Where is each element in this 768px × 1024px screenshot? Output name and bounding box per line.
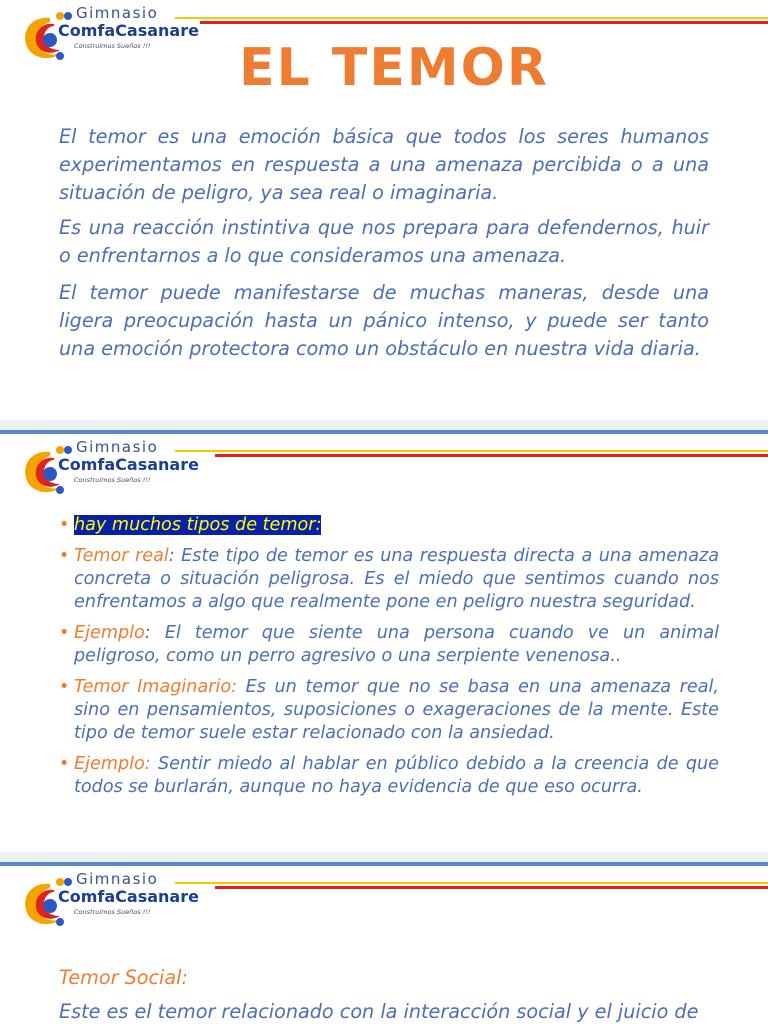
header-stripe-red [215, 886, 768, 889]
paragraph-1: El temor es una emoción básica que todos los seres humanos experimentamos en respuesta a una amenaza percibida o a una situación de peligro, ya sea real o imaginaria. [59, 125, 709, 204]
slide-gap-2 [0, 852, 768, 862]
bullet-text: : El temor que siente una persona cuando ve un animal peligroso, como un perro agresivo o una serpiente venenosa.. [74, 623, 719, 666]
slide-gap-1 [0, 420, 768, 430]
bullet-dot: • [59, 677, 70, 697]
slide-top-bar [0, 862, 768, 866]
bullet-highlight: hay muchos tipos de temor: [74, 515, 322, 535]
logo-slogan: Construimos Sueños !!! [74, 476, 151, 484]
logo-slogan: Construimos Sueños !!! [74, 42, 151, 50]
school-logo [20, 872, 220, 932]
section-heading: Temor Social: [59, 966, 188, 989]
logo-line-1: Gimnasio [76, 438, 159, 456]
bullet-label: Ejemplo [74, 623, 145, 643]
slide-1 [0, 0, 768, 420]
bullet-dot: • [59, 623, 70, 643]
bullet-list [59, 514, 719, 807]
bullet-item [59, 676, 719, 745]
bullet-label: Ejemplo: [74, 754, 151, 774]
logo-line-1: Gimnasio [76, 4, 159, 22]
logo-line-2: ComfaCasanare [58, 887, 199, 906]
bullet-dot: • [59, 754, 70, 774]
header-stripe-red [215, 454, 768, 457]
bullet-dot: • [59, 515, 70, 535]
bullet-item [59, 545, 719, 614]
bullet-label: Temor real [74, 546, 169, 566]
header-stripe-red [200, 21, 768, 24]
bullet-dot: • [59, 546, 70, 566]
logo-slogan: Construimos Sueños !!! [74, 908, 151, 916]
paragraph-3: El temor puede manifestarse de muchas maneras, desde una ligera preocupación hasta un pánico intenso, y puede ser tanto una emoción protectora como un obstáculo en nuestra vida diaria. [59, 281, 709, 360]
bullet-item [59, 753, 719, 799]
section-text: Este es el temor relacionado con la interacción social y el juicio de [59, 1000, 699, 1023]
bullet-label: Temor Imaginario: [74, 677, 238, 697]
logo-line-1: Gimnasio [76, 870, 159, 888]
logo-line-2: ComfaCasanare [58, 21, 199, 40]
bullet-text: Sentir miedo al hablar en público debido a la creencia de que todos se burlarán, aunque no haya evidencia de que eso ocurra. [74, 754, 719, 797]
header-stripe-yellow [175, 17, 768, 19]
logo-line-2: ComfaCasanare [58, 455, 199, 474]
header-stripe-yellow [175, 882, 768, 884]
slide-2 [0, 430, 768, 852]
bullet-item [59, 514, 719, 537]
school-logo [20, 440, 220, 500]
bullet-item [59, 622, 719, 668]
bullet-text: Es un temor que no se basa en una amenaza real, sino en pensamientos, suposiciones o exageraciones de la mente. Este tipo de temor suele estar relacionado con la ansiedad. [74, 677, 719, 743]
bullet-text: : Este tipo de temor es una respuesta directa a una amenaza concreta o situación peligrosa. Es el miedo que sentimos cuando nos enfrentamos a algo que realmente pone en peligro nuestra seguridad. [74, 546, 719, 612]
header-stripe-yellow [175, 450, 768, 452]
slide-top-bar [0, 430, 768, 434]
slide-title: EL TEMOR [239, 38, 549, 98]
paragraph-2: Es una reacción instintiva que nos prepara para defendernos, huir o enfrentarnos a lo que consideramos una amenaza. [59, 216, 709, 267]
